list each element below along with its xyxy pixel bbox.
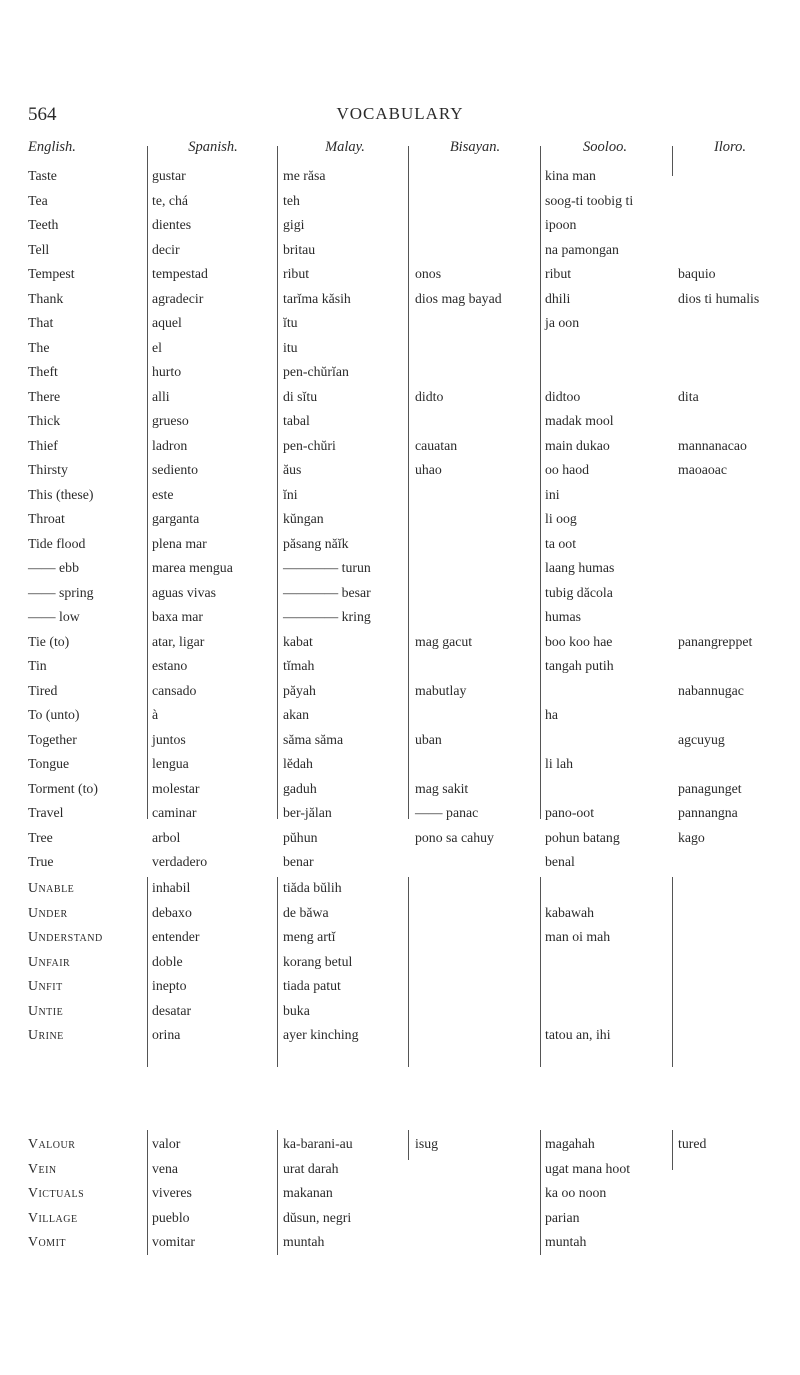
- cell-english: Theft: [28, 364, 58, 379]
- vocabulary-row: [0, 954, 800, 979]
- cell-english: Vein: [28, 1160, 57, 1176]
- cell-iloco: panangreppet: [678, 633, 753, 649]
- cell-iloco: agcuyug: [678, 731, 725, 747]
- vocabulary-row: [0, 1185, 800, 1210]
- cell-spanish: estano: [152, 658, 188, 673]
- cell-sooloo: ribut: [545, 266, 572, 281]
- cell-bisayan: pono sa cahuy: [415, 829, 494, 845]
- vocabulary-row: [0, 929, 800, 954]
- vocabulary-row: [0, 854, 800, 879]
- vocabulary-row: [0, 1136, 800, 1161]
- cell-spanish: valor: [152, 1136, 181, 1151]
- cell-bisayan: mag sakit: [415, 780, 469, 796]
- cell-english: Tin: [28, 658, 47, 673]
- vocabulary-row: [0, 315, 800, 340]
- cell-malay: lĕdah: [283, 756, 313, 771]
- cell-spanish: lengua: [152, 756, 189, 771]
- cell-sooloo: laang humas: [545, 560, 615, 575]
- cell-spanish: à: [152, 707, 159, 722]
- vocabulary-row: [0, 781, 800, 806]
- cell-spanish: vomitar: [152, 1234, 195, 1249]
- vocabulary-row: [0, 560, 800, 585]
- vocabulary-row: [0, 1027, 800, 1052]
- cell-sooloo: tubig dăcola: [545, 584, 613, 600]
- column-header-english: English.: [28, 139, 76, 155]
- cell-malay: tiada patut: [283, 978, 341, 993]
- cell-spanish: agradecir: [152, 290, 204, 306]
- cell-iloco: kago: [678, 829, 705, 845]
- cell-bisayan: mabutlay: [415, 682, 467, 698]
- cell-iloco: dita: [678, 388, 699, 404]
- cell-malay: dŭsun, negri: [283, 1209, 352, 1225]
- cell-sooloo: ugat mana hoot: [545, 1160, 631, 1176]
- cell-bisayan: uhao: [415, 462, 442, 477]
- cell-malay: pŭhun: [283, 829, 318, 845]
- cell-malay: kŭngan: [283, 511, 324, 526]
- cell-malay: tiăda bŭlih: [283, 880, 342, 895]
- cell-sooloo: ipoon: [545, 217, 577, 232]
- vocabulary-row: [0, 462, 800, 487]
- cell-spanish: marea mengua: [152, 560, 233, 575]
- cell-spanish: alli: [152, 388, 170, 404]
- vocabulary-row: [0, 266, 800, 291]
- cell-spanish: arbol: [152, 829, 181, 845]
- cell-english: Tempest: [28, 266, 75, 281]
- cell-english: The: [28, 339, 50, 355]
- cell-english: Tell: [28, 241, 50, 257]
- cell-spanish: debaxo: [152, 904, 192, 920]
- column-header-iloco: Iloro.: [713, 139, 747, 155]
- vocabulary-row: [0, 511, 800, 536]
- cell-sooloo: parian: [545, 1209, 580, 1225]
- vocabulary-row: [0, 413, 800, 438]
- cell-spanish: aquel: [152, 315, 182, 330]
- cell-english: Tie (to): [28, 633, 70, 649]
- cell-malay: ăus: [283, 462, 302, 477]
- cell-malay: păyah: [283, 682, 316, 698]
- cell-sooloo: soog-ti toobig ti: [545, 192, 634, 208]
- vocabulary-row: [0, 389, 800, 414]
- cell-spanish: caminar: [152, 805, 197, 820]
- cell-spanish: tempestad: [152, 266, 208, 281]
- cell-iloco: pannangna: [678, 805, 738, 820]
- cell-spanish: el: [152, 339, 162, 355]
- vocabulary-row: [0, 1210, 800, 1235]
- cell-malay: tarĭma kăsih: [283, 290, 351, 306]
- vocabulary-row: [0, 217, 800, 242]
- cell-spanish: molestar: [152, 780, 200, 796]
- cell-bisayan: cauatan: [415, 437, 458, 453]
- cell-english: That: [28, 315, 54, 330]
- vocabulary-row: [0, 756, 800, 781]
- vocabulary-row: [0, 585, 800, 610]
- vocabulary-row: [0, 732, 800, 757]
- cell-malay: ———— turun: [283, 560, 371, 575]
- cell-malay: me răsa: [283, 168, 326, 183]
- column-header-bisayan: Bisayan.: [449, 139, 501, 155]
- cell-iloco: baquio: [678, 266, 716, 281]
- cell-sooloo: ha: [545, 707, 559, 722]
- cell-malay: ka-barani-au: [283, 1136, 353, 1151]
- cell-malay: makanan: [283, 1185, 333, 1200]
- cell-malay: ayer kinching: [283, 1027, 359, 1042]
- cell-sooloo: ini: [545, 486, 560, 502]
- cell-spanish: entender: [152, 929, 200, 944]
- cell-malay: tabal: [283, 413, 310, 428]
- cell-spanish: ladron: [152, 437, 188, 453]
- cell-bisayan: didto: [415, 388, 444, 404]
- cell-malay: britau: [283, 241, 316, 257]
- cell-malay: teh: [283, 192, 300, 208]
- cell-english: Thief: [28, 437, 58, 453]
- cell-english: Vomit: [28, 1234, 67, 1249]
- column-header-spanish: Spanish.: [188, 139, 238, 155]
- vocabulary-row: [0, 830, 800, 855]
- cell-sooloo: dhili: [545, 290, 571, 306]
- cell-iloco: maoaoac: [678, 462, 728, 477]
- cell-spanish: hurto: [152, 364, 182, 379]
- vocabulary-row: [0, 168, 800, 193]
- cell-sooloo: pano-oot: [545, 805, 595, 820]
- cell-sooloo: kabawah: [545, 904, 595, 920]
- cell-english: Taste: [28, 168, 57, 183]
- cell-spanish: doble: [152, 953, 183, 969]
- vocabulary-row: [0, 905, 800, 930]
- vocabulary-row: [0, 880, 800, 905]
- cell-iloco: tured: [678, 1136, 707, 1151]
- cell-malay: tĭmah: [283, 658, 315, 673]
- cell-spanish: plena mar: [152, 535, 207, 551]
- vocabulary-row: [0, 438, 800, 463]
- column-headers: [0, 139, 800, 167]
- running-title: VOCABULARY: [336, 104, 464, 123]
- cell-spanish: desatar: [152, 1002, 192, 1018]
- cell-spanish: este: [152, 486, 174, 502]
- cell-bisayan: —— panac: [415, 805, 479, 820]
- cell-spanish: viveres: [152, 1185, 192, 1200]
- cell-english: Valour: [28, 1136, 76, 1151]
- cell-sooloo: muntah: [545, 1234, 587, 1249]
- cell-malay: itu: [283, 339, 298, 355]
- cell-spanish: garganta: [152, 511, 200, 526]
- cell-malay: benar: [283, 854, 314, 869]
- cell-english: This (these): [28, 486, 94, 502]
- cell-english: Tired: [28, 682, 58, 698]
- cell-english: Tide flood: [28, 535, 86, 551]
- cell-sooloo: ja oon: [545, 315, 580, 330]
- cell-bisayan: mag gacut: [415, 633, 473, 649]
- cell-spanish: cansado: [152, 682, 197, 698]
- vocabulary-row: [0, 978, 800, 1003]
- vocabulary-row: [0, 634, 800, 659]
- vocabulary-row: [0, 364, 800, 389]
- cell-spanish: verdadero: [152, 854, 208, 869]
- vocabulary-row: [0, 291, 800, 316]
- cell-malay: di sĭtu: [283, 388, 318, 404]
- cell-english: Thick: [28, 413, 61, 428]
- cell-spanish: inepto: [152, 978, 187, 993]
- cell-malay: pen-chŭri: [283, 437, 336, 453]
- cell-sooloo: kina man: [545, 168, 596, 183]
- cell-sooloo: man oi mah: [545, 929, 611, 944]
- cell-spanish: decir: [152, 241, 180, 257]
- cell-bisayan: isug: [415, 1136, 438, 1151]
- cell-malay: buka: [283, 1002, 310, 1018]
- cell-malay: ribut: [283, 266, 310, 281]
- cell-sooloo: main dukao: [545, 437, 610, 453]
- cell-iloco: panagunget: [678, 780, 742, 796]
- page-header: [0, 104, 800, 134]
- cell-english: Urine: [28, 1027, 64, 1042]
- cell-english: Teeth: [28, 217, 59, 232]
- vocabulary-row: [0, 487, 800, 512]
- cell-english: —— low: [28, 609, 80, 624]
- column-header-sooloo: Sooloo.: [583, 139, 627, 155]
- vocabulary-row: [0, 1234, 800, 1259]
- cell-spanish: aguas vivas: [152, 584, 216, 600]
- cell-english: Throat: [28, 511, 65, 526]
- cell-sooloo: boo koo hae: [545, 633, 613, 649]
- cell-english: True: [28, 854, 54, 869]
- column-header-malay: Malay.: [325, 139, 365, 155]
- cell-sooloo: oo haod: [545, 462, 590, 477]
- cell-malay: păsang năĭk: [283, 535, 349, 551]
- page-number: 564: [28, 104, 57, 125]
- cell-sooloo: benal: [545, 854, 575, 869]
- cell-spanish: sediento: [152, 462, 198, 477]
- cell-malay: pen-chŭrĭan: [283, 364, 349, 379]
- cell-sooloo: ka oo noon: [545, 1185, 607, 1200]
- cell-malay: gigi: [283, 217, 305, 232]
- cell-spanish: gustar: [152, 168, 186, 183]
- vocabulary-row: [0, 1161, 800, 1186]
- cell-english: Under: [28, 904, 68, 920]
- vocabulary-section-v: [0, 1136, 800, 1259]
- vocabulary-section-t: [0, 168, 800, 879]
- cell-spanish: dientes: [152, 217, 192, 232]
- cell-english: Village: [28, 1209, 78, 1225]
- cell-english: Unfair: [28, 953, 71, 969]
- cell-malay: urat darah: [283, 1160, 339, 1176]
- cell-bisayan: dios mag bayad: [415, 290, 502, 306]
- cell-spanish: juntos: [152, 731, 186, 747]
- cell-spanish: baxa mar: [152, 609, 203, 624]
- cell-english: Victuals: [28, 1185, 85, 1200]
- cell-sooloo: ta oot: [545, 535, 577, 551]
- cell-malay: săma săma: [283, 731, 344, 747]
- cell-sooloo: na pamongan: [545, 241, 619, 257]
- cell-spanish: te, chá: [152, 192, 189, 208]
- cell-bisayan: onos: [415, 266, 442, 281]
- vocabulary-row: [0, 1003, 800, 1028]
- cell-english: Torment (to): [28, 780, 98, 796]
- cell-sooloo: pohun batang: [545, 829, 620, 845]
- vocabulary-row: [0, 193, 800, 218]
- cell-spanish: vena: [152, 1160, 179, 1176]
- vocabulary-row: [0, 658, 800, 683]
- cell-sooloo: didtoo: [545, 388, 581, 404]
- cell-iloco: mannanacao: [678, 437, 747, 453]
- vocabulary-row: [0, 683, 800, 708]
- cell-english: Unable: [28, 880, 75, 895]
- cell-malay: ———— besar: [283, 584, 371, 600]
- cell-malay: meng artĭ: [283, 929, 336, 944]
- cell-sooloo: tangah putih: [545, 658, 614, 673]
- cell-spanish: pueblo: [152, 1209, 190, 1225]
- cell-sooloo: li lah: [545, 756, 573, 771]
- cell-malay: de băwa: [283, 904, 329, 920]
- cell-spanish: orina: [152, 1027, 181, 1042]
- vocabulary-row: [0, 242, 800, 267]
- cell-iloco: nabannugac: [678, 682, 744, 698]
- cell-sooloo: li oog: [545, 511, 577, 526]
- cell-english: Travel: [28, 805, 64, 820]
- cell-spanish: inhabil: [152, 880, 191, 895]
- cell-malay: ———— kring: [283, 609, 371, 624]
- vocabulary-row: [0, 340, 800, 365]
- cell-spanish: grueso: [152, 413, 189, 428]
- vocabulary-row: [0, 707, 800, 732]
- cell-sooloo: madak mool: [545, 413, 614, 428]
- vocabulary-row: [0, 609, 800, 634]
- cell-sooloo: magahah: [545, 1136, 595, 1151]
- cell-malay: muntah: [283, 1234, 325, 1249]
- cell-iloco: dios ti humalis: [678, 290, 760, 306]
- cell-english: Understand: [28, 929, 103, 944]
- cell-bisayan: uban: [415, 731, 442, 747]
- cell-malay: kabat: [283, 633, 313, 649]
- cell-english: Thirsty: [28, 462, 68, 477]
- cell-english: —— ebb: [28, 560, 79, 575]
- cell-sooloo: humas: [545, 609, 582, 624]
- vocabulary-row: [0, 536, 800, 561]
- cell-malay: gaduh: [283, 780, 317, 796]
- cell-english: Tongue: [28, 756, 70, 771]
- cell-malay: ĭni: [283, 486, 298, 502]
- cell-english: Tree: [28, 829, 53, 845]
- cell-english: Tea: [28, 192, 48, 208]
- cell-malay: ĭtu: [283, 315, 298, 330]
- cell-english: To (unto): [28, 707, 80, 722]
- cell-malay: ber-jălan: [283, 805, 332, 820]
- cell-spanish: atar, ligar: [152, 633, 205, 649]
- cell-sooloo: tatou an, ihi: [545, 1027, 611, 1042]
- cell-english: Unfit: [28, 978, 63, 993]
- cell-english: Thank: [28, 290, 64, 306]
- cell-english: —— spring: [28, 584, 94, 600]
- vocabulary-section-u: [0, 880, 800, 1052]
- cell-english: Together: [28, 731, 77, 747]
- cell-english: There: [28, 388, 61, 404]
- vocabulary-row: [0, 805, 800, 830]
- cell-malay: akan: [283, 707, 310, 722]
- cell-english: Untie: [28, 1002, 64, 1018]
- cell-malay: korang betul: [283, 953, 353, 969]
